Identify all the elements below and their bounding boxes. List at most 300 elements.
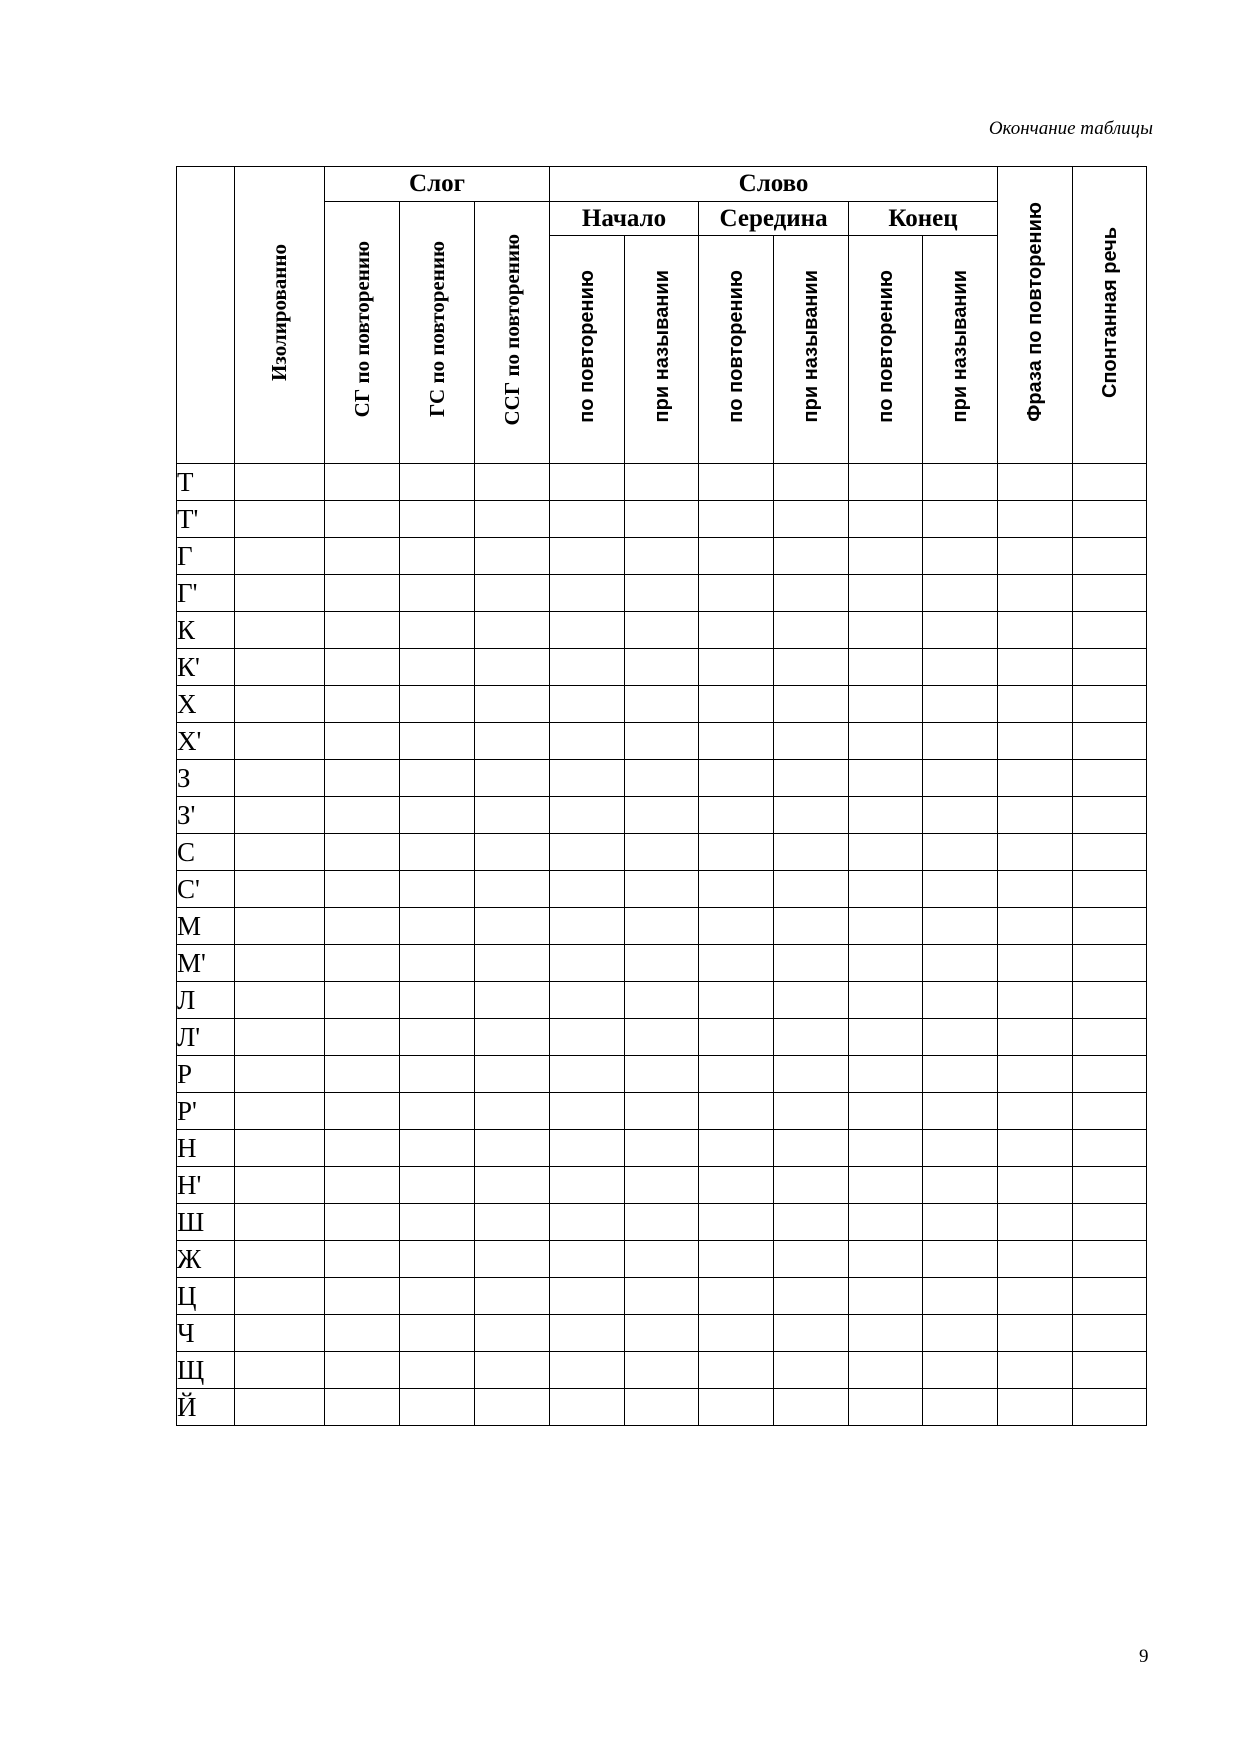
table-cell[interactable] [849, 1315, 923, 1352]
table-cell[interactable] [325, 1241, 400, 1278]
table-cell[interactable] [1073, 797, 1147, 834]
table-cell[interactable] [849, 871, 923, 908]
table-cell[interactable] [325, 1019, 400, 1056]
table-cell[interactable] [235, 871, 325, 908]
table-cell[interactable] [235, 538, 325, 575]
table-cell[interactable] [550, 1056, 625, 1093]
table-cell[interactable] [923, 908, 998, 945]
table-cell[interactable] [625, 723, 699, 760]
table-cell[interactable] [550, 945, 625, 982]
table-cell[interactable] [849, 538, 923, 575]
table-cell[interactable] [998, 538, 1073, 575]
table-cell[interactable] [923, 1241, 998, 1278]
table-cell[interactable] [699, 834, 774, 871]
table-cell[interactable] [475, 1278, 550, 1315]
table-cell[interactable] [1073, 945, 1147, 982]
table-cell[interactable] [325, 1315, 400, 1352]
table-cell[interactable] [849, 649, 923, 686]
table-cell[interactable] [1073, 501, 1147, 538]
table-cell[interactable] [625, 686, 699, 723]
table-cell[interactable] [475, 945, 550, 982]
table-cell[interactable] [774, 1204, 849, 1241]
table-cell[interactable] [325, 575, 400, 612]
table-cell[interactable] [325, 1352, 400, 1389]
table-cell[interactable] [625, 1352, 699, 1389]
table-cell[interactable] [625, 612, 699, 649]
table-cell[interactable] [1073, 1019, 1147, 1056]
table-cell[interactable] [325, 945, 400, 982]
table-cell[interactable] [475, 1241, 550, 1278]
table-cell[interactable] [849, 1352, 923, 1389]
table-cell[interactable] [400, 538, 475, 575]
table-cell[interactable] [400, 723, 475, 760]
table-cell[interactable] [625, 1315, 699, 1352]
table-cell[interactable] [774, 1315, 849, 1352]
table-cell[interactable] [774, 1130, 849, 1167]
table-cell[interactable] [699, 1389, 774, 1426]
table-cell[interactable] [400, 1352, 475, 1389]
table-cell[interactable] [475, 686, 550, 723]
table-cell[interactable] [774, 649, 849, 686]
table-cell[interactable] [550, 575, 625, 612]
table-cell[interactable] [325, 908, 400, 945]
table-cell[interactable] [774, 501, 849, 538]
table-cell[interactable] [998, 1056, 1073, 1093]
table-cell[interactable] [325, 464, 400, 501]
table-cell[interactable] [923, 1352, 998, 1389]
table-cell[interactable] [475, 538, 550, 575]
table-cell[interactable] [998, 760, 1073, 797]
table-cell[interactable] [923, 575, 998, 612]
table-cell[interactable] [325, 649, 400, 686]
table-cell[interactable] [325, 982, 400, 1019]
table-cell[interactable] [625, 908, 699, 945]
table-cell[interactable] [235, 612, 325, 649]
table-cell[interactable] [1073, 760, 1147, 797]
table-cell[interactable] [550, 1278, 625, 1315]
table-cell[interactable] [699, 1130, 774, 1167]
table-cell[interactable] [998, 501, 1073, 538]
table-cell[interactable] [849, 834, 923, 871]
table-cell[interactable] [774, 1278, 849, 1315]
table-cell[interactable] [475, 649, 550, 686]
table-cell[interactable] [1073, 686, 1147, 723]
table-cell[interactable] [774, 834, 849, 871]
table-cell[interactable] [475, 1056, 550, 1093]
table-cell[interactable] [1073, 612, 1147, 649]
table-cell[interactable] [923, 501, 998, 538]
table-cell[interactable] [998, 723, 1073, 760]
table-cell[interactable] [475, 501, 550, 538]
table-cell[interactable] [625, 871, 699, 908]
table-cell[interactable] [475, 1019, 550, 1056]
table-cell[interactable] [699, 760, 774, 797]
table-cell[interactable] [923, 1167, 998, 1204]
table-cell[interactable] [998, 982, 1073, 1019]
table-cell[interactable] [625, 760, 699, 797]
table-cell[interactable] [1073, 1278, 1147, 1315]
table-cell[interactable] [774, 1352, 849, 1389]
table-cell[interactable] [774, 1167, 849, 1204]
table-cell[interactable] [550, 1315, 625, 1352]
table-cell[interactable] [699, 612, 774, 649]
table-cell[interactable] [400, 908, 475, 945]
table-cell[interactable] [550, 871, 625, 908]
table-cell[interactable] [625, 501, 699, 538]
table-cell[interactable] [699, 723, 774, 760]
table-cell[interactable] [1073, 1056, 1147, 1093]
table-cell[interactable] [625, 1278, 699, 1315]
table-cell[interactable] [699, 871, 774, 908]
table-cell[interactable] [923, 834, 998, 871]
table-cell[interactable] [849, 1130, 923, 1167]
table-cell[interactable] [998, 908, 1073, 945]
table-cell[interactable] [849, 686, 923, 723]
table-cell[interactable] [475, 612, 550, 649]
table-cell[interactable] [550, 723, 625, 760]
table-cell[interactable] [475, 834, 550, 871]
table-cell[interactable] [998, 1167, 1073, 1204]
table-cell[interactable] [699, 649, 774, 686]
table-cell[interactable] [475, 982, 550, 1019]
table-cell[interactable] [235, 1204, 325, 1241]
table-cell[interactable] [475, 575, 550, 612]
table-cell[interactable] [923, 1093, 998, 1130]
table-cell[interactable] [325, 723, 400, 760]
table-cell[interactable] [400, 834, 475, 871]
table-cell[interactable] [1073, 538, 1147, 575]
table-cell[interactable] [849, 1204, 923, 1241]
table-cell[interactable] [774, 982, 849, 1019]
table-cell[interactable] [998, 945, 1073, 982]
table-cell[interactable] [325, 797, 400, 834]
table-cell[interactable] [699, 538, 774, 575]
table-cell[interactable] [774, 1093, 849, 1130]
table-cell[interactable] [400, 464, 475, 501]
table-cell[interactable] [849, 1167, 923, 1204]
table-cell[interactable] [849, 501, 923, 538]
table-cell[interactable] [625, 1389, 699, 1426]
table-cell[interactable] [625, 649, 699, 686]
table-cell[interactable] [400, 1130, 475, 1167]
table-cell[interactable] [400, 1389, 475, 1426]
table-cell[interactable] [475, 723, 550, 760]
table-cell[interactable] [550, 464, 625, 501]
table-cell[interactable] [235, 1389, 325, 1426]
table-cell[interactable] [625, 834, 699, 871]
table-cell[interactable] [699, 1204, 774, 1241]
table-cell[interactable] [998, 871, 1073, 908]
table-cell[interactable] [400, 575, 475, 612]
table-cell[interactable] [699, 797, 774, 834]
table-cell[interactable] [1073, 908, 1147, 945]
table-cell[interactable] [235, 908, 325, 945]
table-cell[interactable] [325, 686, 400, 723]
table-cell[interactable] [235, 575, 325, 612]
table-cell[interactable] [774, 797, 849, 834]
table-cell[interactable] [475, 1093, 550, 1130]
table-cell[interactable] [699, 945, 774, 982]
table-cell[interactable] [550, 612, 625, 649]
table-cell[interactable] [400, 982, 475, 1019]
table-cell[interactable] [699, 1019, 774, 1056]
table-cell[interactable] [325, 834, 400, 871]
table-cell[interactable] [849, 982, 923, 1019]
table-cell[interactable] [235, 760, 325, 797]
table-cell[interactable] [625, 1204, 699, 1241]
table-cell[interactable] [998, 1278, 1073, 1315]
table-cell[interactable] [400, 501, 475, 538]
table-cell[interactable] [699, 464, 774, 501]
table-cell[interactable] [998, 1130, 1073, 1167]
table-cell[interactable] [923, 982, 998, 1019]
table-cell[interactable] [699, 1056, 774, 1093]
table-cell[interactable] [923, 760, 998, 797]
table-cell[interactable] [625, 1093, 699, 1130]
table-cell[interactable] [550, 1389, 625, 1426]
table-cell[interactable] [400, 612, 475, 649]
table-cell[interactable] [550, 1241, 625, 1278]
table-cell[interactable] [774, 1056, 849, 1093]
table-cell[interactable] [849, 1093, 923, 1130]
table-cell[interactable] [774, 723, 849, 760]
table-cell[interactable] [923, 649, 998, 686]
table-cell[interactable] [998, 575, 1073, 612]
table-cell[interactable] [550, 1093, 625, 1130]
table-cell[interactable] [774, 612, 849, 649]
table-cell[interactable] [923, 1315, 998, 1352]
table-cell[interactable] [550, 1352, 625, 1389]
table-cell[interactable] [625, 1167, 699, 1204]
table-cell[interactable] [325, 612, 400, 649]
table-cell[interactable] [235, 1241, 325, 1278]
table-cell[interactable] [998, 1389, 1073, 1426]
table-cell[interactable] [325, 1167, 400, 1204]
table-cell[interactable] [1073, 1167, 1147, 1204]
table-cell[interactable] [774, 464, 849, 501]
table-cell[interactable] [235, 464, 325, 501]
table-cell[interactable] [923, 945, 998, 982]
table-cell[interactable] [475, 1352, 550, 1389]
table-cell[interactable] [400, 686, 475, 723]
table-cell[interactable] [235, 1019, 325, 1056]
table-cell[interactable] [998, 1352, 1073, 1389]
table-cell[interactable] [774, 538, 849, 575]
table-cell[interactable] [774, 1019, 849, 1056]
table-cell[interactable] [1073, 1352, 1147, 1389]
table-cell[interactable] [475, 1389, 550, 1426]
table-cell[interactable] [1073, 1315, 1147, 1352]
table-cell[interactable] [923, 871, 998, 908]
table-cell[interactable] [1073, 575, 1147, 612]
table-cell[interactable] [699, 982, 774, 1019]
table-cell[interactable] [325, 501, 400, 538]
table-cell[interactable] [1073, 464, 1147, 501]
table-cell[interactable] [923, 612, 998, 649]
table-cell[interactable] [550, 1019, 625, 1056]
table-cell[interactable] [625, 797, 699, 834]
table-cell[interactable] [923, 1130, 998, 1167]
table-cell[interactable] [475, 797, 550, 834]
table-cell[interactable] [699, 501, 774, 538]
table-cell[interactable] [849, 797, 923, 834]
table-cell[interactable] [923, 538, 998, 575]
table-cell[interactable] [849, 464, 923, 501]
table-cell[interactable] [550, 649, 625, 686]
table-cell[interactable] [699, 1278, 774, 1315]
table-cell[interactable] [625, 945, 699, 982]
table-cell[interactable] [475, 1130, 550, 1167]
table-cell[interactable] [998, 686, 1073, 723]
table-cell[interactable] [774, 1389, 849, 1426]
table-cell[interactable] [774, 908, 849, 945]
table-cell[interactable] [849, 612, 923, 649]
table-cell[interactable] [625, 1130, 699, 1167]
table-cell[interactable] [400, 1093, 475, 1130]
table-cell[interactable] [699, 1352, 774, 1389]
table-cell[interactable] [998, 1093, 1073, 1130]
table-cell[interactable] [400, 945, 475, 982]
table-cell[interactable] [235, 1352, 325, 1389]
table-cell[interactable] [849, 723, 923, 760]
table-cell[interactable] [998, 1019, 1073, 1056]
table-cell[interactable] [325, 1056, 400, 1093]
table-cell[interactable] [923, 464, 998, 501]
table-cell[interactable] [235, 797, 325, 834]
table-cell[interactable] [923, 1056, 998, 1093]
table-cell[interactable] [235, 1056, 325, 1093]
table-cell[interactable] [235, 1167, 325, 1204]
table-cell[interactable] [699, 1241, 774, 1278]
table-cell[interactable] [325, 1130, 400, 1167]
table-cell[interactable] [849, 1389, 923, 1426]
table-cell[interactable] [400, 1056, 475, 1093]
table-cell[interactable] [235, 649, 325, 686]
table-cell[interactable] [475, 871, 550, 908]
table-cell[interactable] [849, 760, 923, 797]
table-cell[interactable] [475, 760, 550, 797]
table-cell[interactable] [1073, 834, 1147, 871]
table-cell[interactable] [400, 1241, 475, 1278]
table-cell[interactable] [923, 797, 998, 834]
table-cell[interactable] [475, 1204, 550, 1241]
table-cell[interactable] [1073, 1389, 1147, 1426]
table-cell[interactable] [550, 501, 625, 538]
table-cell[interactable] [325, 1389, 400, 1426]
table-cell[interactable] [923, 1019, 998, 1056]
table-cell[interactable] [235, 982, 325, 1019]
table-cell[interactable] [1073, 649, 1147, 686]
table-cell[interactable] [998, 797, 1073, 834]
table-cell[interactable] [400, 649, 475, 686]
table-cell[interactable] [475, 464, 550, 501]
table-cell[interactable] [550, 982, 625, 1019]
table-cell[interactable] [235, 945, 325, 982]
table-cell[interactable] [923, 1204, 998, 1241]
table-cell[interactable] [235, 1130, 325, 1167]
table-cell[interactable] [550, 1204, 625, 1241]
table-cell[interactable] [235, 723, 325, 760]
table-cell[interactable] [400, 1278, 475, 1315]
table-cell[interactable] [1073, 1093, 1147, 1130]
table-cell[interactable] [774, 760, 849, 797]
table-cell[interactable] [235, 1278, 325, 1315]
table-cell[interactable] [400, 797, 475, 834]
table-cell[interactable] [998, 1204, 1073, 1241]
table-cell[interactable] [550, 1167, 625, 1204]
table-cell[interactable] [998, 1241, 1073, 1278]
table-cell[interactable] [998, 1315, 1073, 1352]
table-cell[interactable] [400, 1204, 475, 1241]
table-cell[interactable] [325, 1093, 400, 1130]
table-cell[interactable] [1073, 723, 1147, 760]
table-cell[interactable] [475, 1167, 550, 1204]
table-cell[interactable] [1073, 1130, 1147, 1167]
table-cell[interactable] [923, 1389, 998, 1426]
table-cell[interactable] [325, 871, 400, 908]
table-cell[interactable] [400, 871, 475, 908]
table-cell[interactable] [923, 723, 998, 760]
table-cell[interactable] [774, 575, 849, 612]
table-cell[interactable] [235, 834, 325, 871]
table-cell[interactable] [235, 1093, 325, 1130]
table-cell[interactable] [998, 834, 1073, 871]
table-cell[interactable] [400, 1019, 475, 1056]
table-cell[interactable] [774, 1241, 849, 1278]
table-cell[interactable] [235, 1315, 325, 1352]
table-cell[interactable] [923, 1278, 998, 1315]
table-cell[interactable] [475, 1315, 550, 1352]
table-cell[interactable] [475, 908, 550, 945]
table-cell[interactable] [849, 575, 923, 612]
table-cell[interactable] [550, 538, 625, 575]
table-cell[interactable] [998, 612, 1073, 649]
table-cell[interactable] [849, 1241, 923, 1278]
table-cell[interactable] [849, 945, 923, 982]
table-cell[interactable] [774, 945, 849, 982]
table-cell[interactable] [625, 1056, 699, 1093]
table-cell[interactable] [325, 1204, 400, 1241]
table-cell[interactable] [1073, 1204, 1147, 1241]
table-cell[interactable] [849, 908, 923, 945]
table-cell[interactable] [625, 538, 699, 575]
table-cell[interactable] [325, 1278, 400, 1315]
table-cell[interactable] [550, 908, 625, 945]
table-cell[interactable] [1073, 982, 1147, 1019]
table-cell[interactable] [699, 908, 774, 945]
table-cell[interactable] [998, 464, 1073, 501]
table-cell[interactable] [699, 1167, 774, 1204]
table-cell[interactable] [400, 760, 475, 797]
table-cell[interactable] [550, 760, 625, 797]
table-cell[interactable] [849, 1056, 923, 1093]
table-cell[interactable] [550, 834, 625, 871]
table-cell[interactable] [699, 575, 774, 612]
table-cell[interactable] [550, 797, 625, 834]
table-cell[interactable] [1073, 871, 1147, 908]
table-cell[interactable] [550, 686, 625, 723]
table-cell[interactable] [625, 1241, 699, 1278]
table-cell[interactable] [998, 649, 1073, 686]
table-cell[interactable] [625, 464, 699, 501]
table-cell[interactable] [699, 1315, 774, 1352]
table-cell[interactable] [774, 871, 849, 908]
table-cell[interactable] [699, 686, 774, 723]
table-cell[interactable] [1073, 1241, 1147, 1278]
table-cell[interactable] [774, 686, 849, 723]
table-cell[interactable] [400, 1167, 475, 1204]
table-cell[interactable] [699, 1093, 774, 1130]
